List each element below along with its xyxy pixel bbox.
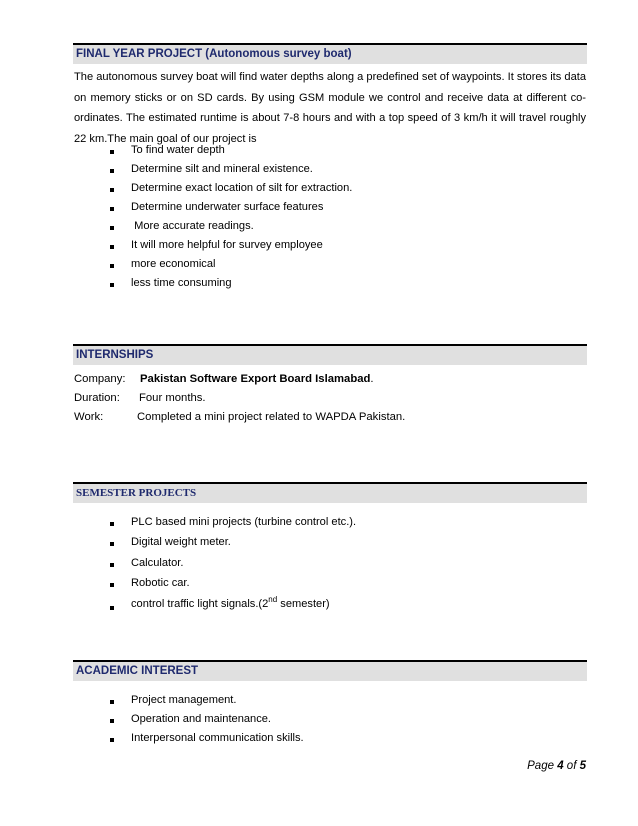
duration-label: Duration:: [74, 392, 120, 404]
list-item: [110, 732, 304, 744]
company-label: Company:: [74, 373, 126, 385]
list-item-text: Determine exact location of silt for extraction.: [131, 182, 353, 194]
list-item-text: Interpersonal communication skills.: [131, 732, 304, 744]
list-item: [110, 220, 254, 232]
company-row: [74, 373, 374, 385]
bullet-icon: [110, 563, 114, 567]
list-item: [110, 516, 356, 528]
duration-row: [74, 392, 206, 404]
list-item-text: Determine silt and mineral existence.: [131, 163, 313, 175]
bullet-icon: [110, 719, 114, 723]
company-value: Pakistan Software Export Board Islamabad.: [140, 373, 374, 385]
list-item-text: less time consuming: [131, 277, 232, 289]
list-item: [110, 277, 232, 289]
bullet-icon: [110, 188, 114, 192]
bullet-icon: [110, 542, 114, 546]
bullet-icon: [110, 150, 114, 154]
bullet-icon: [110, 245, 114, 249]
bullet-icon: [110, 169, 114, 173]
bullet-icon: [110, 522, 114, 526]
list-item-text: PLC based mini projects (turbine control etc.).: [131, 516, 357, 528]
list-item-text: control traffic light signals.(2nd semester): [131, 595, 330, 610]
list-item-text: To find water depth: [131, 144, 225, 156]
list-item: [110, 694, 236, 706]
fyp-paragraph: The autonomous survey boat will find water depths along a predefined set of waypoints. It stores its data on memory sticks or on SD cards. By using GSM module we control and receive data at different co-ordinates. The estimated runtime is about 7-8 hours and with a top speed of 3 km/h it will travel roughly 22 km.The main goal of our project is: [74, 71, 586, 145]
bullet-icon: [110, 738, 114, 742]
list-item: [110, 163, 313, 175]
list-item: [110, 201, 323, 213]
list-item: [110, 144, 225, 156]
bullet-icon: [110, 700, 114, 704]
list-item-text: Project management.: [131, 694, 237, 706]
bullet-icon: [110, 606, 114, 610]
bullet-icon: [110, 283, 114, 287]
section-heading-internships: INTERNSHIPS: [73, 344, 587, 365]
list-item-text: More accurate readings.: [131, 220, 254, 232]
work-row: [74, 411, 406, 423]
section-heading-academic: ACADEMIC INTEREST: [73, 660, 587, 681]
work-value: Completed a mini project related to WAPDA Pakistan.: [137, 411, 406, 423]
list-item: [110, 577, 190, 589]
bullet-icon: [110, 226, 114, 230]
list-item-text: Operation and maintenance.: [131, 713, 271, 725]
list-item-text: Calculator.: [131, 557, 184, 569]
list-item: [110, 595, 330, 610]
section-heading-fyp: FINAL YEAR PROJECT (Autonomous survey boat): [73, 43, 587, 64]
list-item: [110, 557, 183, 569]
list-item: [110, 713, 271, 725]
bullet-icon: [110, 264, 114, 268]
bullet-icon: [110, 583, 114, 587]
page-number: Page 4 of 5: [527, 760, 586, 772]
list-item-text: It will more helpful for survey employee: [131, 239, 323, 251]
list-item-text: Robotic car.: [131, 577, 190, 589]
list-item-text: Digital weight meter.: [131, 536, 231, 548]
list-item-text: Determine underwater surface features: [131, 201, 324, 213]
list-item: [110, 536, 231, 548]
section-heading-semester: SEMESTER PROJECTS: [73, 482, 587, 503]
work-label: Work:: [74, 411, 104, 423]
list-item: [110, 239, 323, 251]
list-item: [110, 258, 215, 270]
duration-value: Four months.: [139, 392, 206, 404]
bullet-icon: [110, 207, 114, 211]
list-item: [110, 182, 352, 194]
list-item-text: more economical: [131, 258, 216, 270]
